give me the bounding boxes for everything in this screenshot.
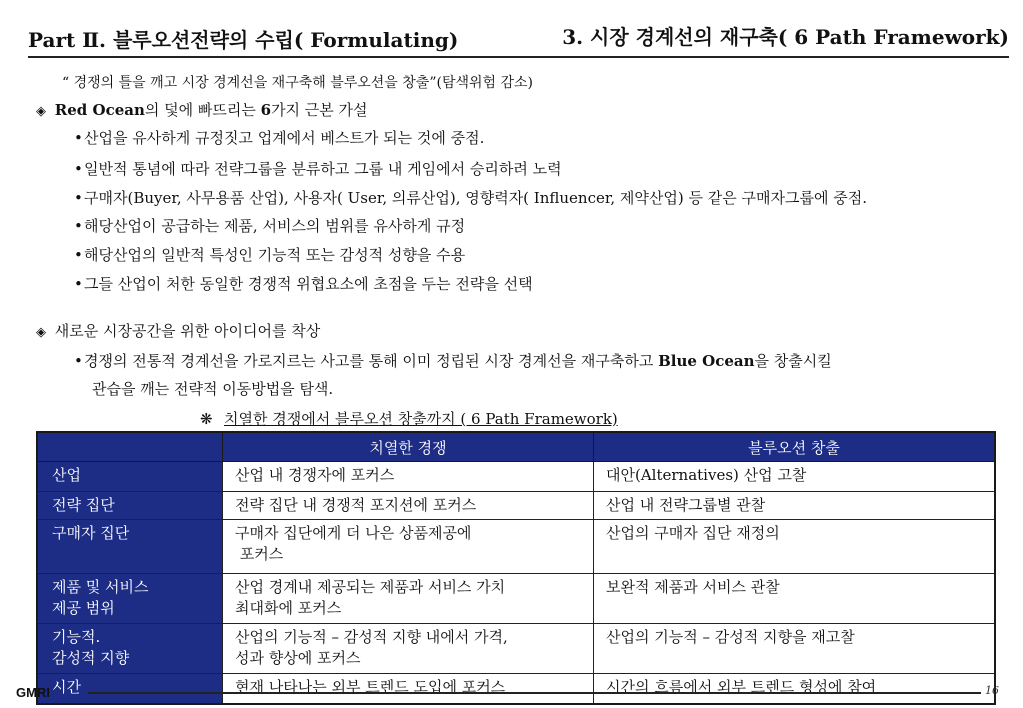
table-cell-competition (223, 624, 594, 674)
cell-line: 전략 집단 내 경쟁적 포지션에 포커스 (235, 496, 477, 514)
section-heading-red-ocean: ◈ Red Ocean의 덫에 빠뜨리는 6가지 근본 가설 (36, 101, 368, 119)
list-item-continuation: 관습을 깨는 전략적 이동방법을 탐색. (92, 380, 334, 398)
table-cell-category (37, 574, 223, 624)
table-cell-blue-ocean (594, 492, 996, 520)
section-title: 3. 시장 경계선의 재구축( 6 Path Framework) (562, 25, 1009, 49)
list-item: •일반적 통념에 따라 전략그룹을 분류하고 그룹 내 게임에서 승리하려 노력 (74, 160, 562, 178)
cell-line: 산업의 기능적 – 감성적 지향 내에서 가격, (235, 628, 508, 646)
table-header-competition: 치열한 경쟁 (223, 432, 594, 462)
table-cell-competition (223, 492, 594, 520)
cell-line: 산업 (52, 466, 81, 484)
page-number: 16 (985, 684, 999, 697)
table-cell-category (37, 674, 223, 704)
table-row (37, 574, 995, 624)
list-item: •경쟁의 전통적 경계선을 가로지르는 사고를 통해 이미 정립된 시장 경계선을 재구축하고 Blue Ocean을 창출시킬 (74, 352, 832, 370)
cell-line: 최대화에 포커스 (235, 599, 342, 617)
diamond-bullet-icon: ◈ (36, 325, 46, 340)
cell-line: 감성적 지향 (52, 649, 130, 667)
table-cell-blue-ocean (594, 574, 996, 624)
table-row (37, 492, 995, 520)
table-cell-competition (223, 574, 594, 624)
asterisk-icon: ❋ (200, 410, 213, 428)
cell-line: 산업 내 전략그룹별 관찰 (606, 496, 766, 514)
cell-line: 산업 경계내 제공되는 제품과 서비스 가치 (235, 578, 506, 596)
diamond-bullet-icon: ◈ (36, 104, 46, 119)
cell-line: 구매자 집단에게 더 나은 상품제공에 (235, 524, 472, 542)
cell-line: 제품 및 서비스 (52, 578, 149, 596)
cell-line: 현재 나타나는 외부 트렌드 도입에 포커스 (235, 678, 506, 696)
list-item: •구매자(Buyer, 사무용품 산업), 사용자( User, 의류산업), 영향력자( Influencer, 제약산업) 등 같은 구매자그룹에 중점. (74, 189, 867, 207)
table-cell-blue-ocean (594, 462, 996, 492)
table-cell-category (37, 624, 223, 674)
table-header-row (37, 432, 995, 462)
table-row (37, 674, 995, 704)
list-item: •해당산업이 공급하는 제품, 서비스의 범위를 유사하게 규정 (74, 217, 466, 235)
table-cell-category (37, 492, 223, 520)
table-header-empty (37, 432, 223, 462)
cell-line: 보완적 제품과 서비스 관찰 (606, 578, 780, 596)
cell-line: 대안(Alternatives) 산업 고찰 (606, 466, 807, 484)
table-cell-blue-ocean (594, 520, 996, 574)
cell-line: 산업의 구매자 집단 재정의 (606, 524, 780, 542)
cell-line: 제공 범위 (52, 599, 115, 617)
cell-line: 전략 집단 (52, 496, 115, 514)
comparison-table (36, 431, 996, 705)
cell-line: 산업 내 경쟁자에 포커스 (235, 466, 395, 484)
cell-line: 포커스 (235, 545, 284, 563)
framework-title: ❋ 치열한 경쟁에서 블루오션 창출까지 ( 6 Path Framework) (200, 410, 618, 428)
section-heading-new-market: ◈ 새로운 시장공간을 위한 아이디어를 착상 (36, 322, 321, 340)
cell-line: 시간 (52, 678, 81, 696)
table-cell-competition (223, 674, 594, 704)
table-cell-category (37, 462, 223, 492)
list-item: •해당산업의 일반적 특성인 기능적 또는 감성적 성향을 수용 (74, 246, 466, 264)
table-row (37, 520, 995, 574)
table-cell-competition (223, 462, 594, 492)
footer-org: GMRI (16, 685, 50, 700)
top-divider (28, 56, 1009, 58)
list-item: •그들 산업이 처한 동일한 경쟁적 위협요소에 초점을 두는 전략을 선택 (74, 275, 533, 293)
page-title: Part Ⅱ. 블루오션전략의 수립( Formulating) (28, 28, 459, 52)
cell-line: 산업의 기능적 – 감성적 지향을 재고찰 (606, 628, 855, 646)
cell-line: 성과 향상에 포커스 (235, 649, 361, 667)
table-cell-blue-ocean (594, 624, 996, 674)
table-cell-competition (223, 520, 594, 574)
table-header-blue-ocean: 블루오션 창출 (594, 432, 996, 462)
table-cell-category (37, 520, 223, 574)
table-row (37, 624, 995, 674)
table-row (37, 462, 995, 492)
cell-line: 시간의 흐름에서 외부 트렌드 형성에 참여 (606, 678, 877, 696)
cell-line: 기능적. (52, 628, 101, 646)
subtitle: “ 경쟁의 틀을 깨고 시장 경계선을 재구축해 블루오션을 창출”(탐색위험 감소) (62, 75, 534, 91)
cell-line: 구매자 집단 (52, 524, 130, 542)
table-cell-blue-ocean (594, 674, 996, 704)
bottom-divider (88, 692, 981, 694)
list-item: •산업을 유사하게 규정짓고 업계에서 베스트가 되는 것에 중점. (74, 129, 485, 147)
